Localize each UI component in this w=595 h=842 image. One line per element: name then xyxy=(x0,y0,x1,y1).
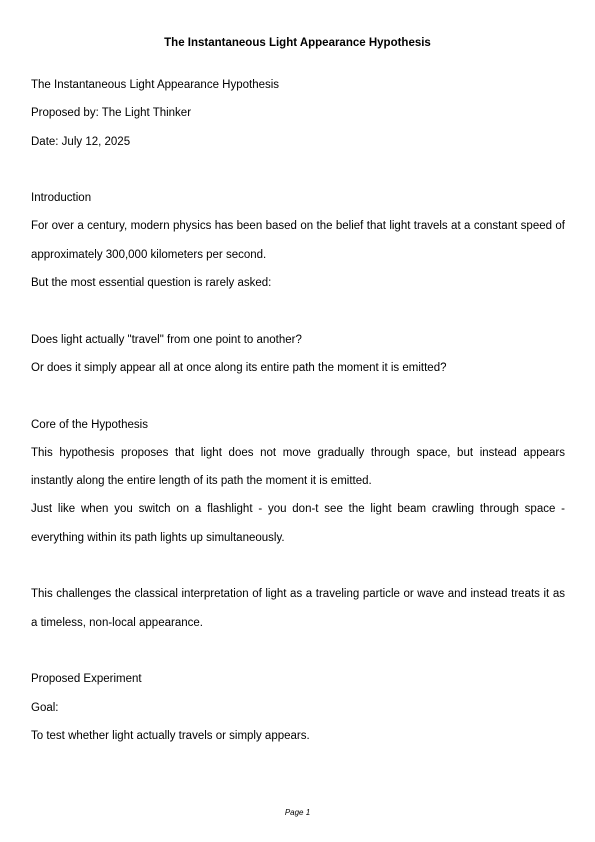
spacer xyxy=(31,637,565,665)
hypothesis-heading: The Instantaneous Light Appearance Hypothesis xyxy=(31,79,280,91)
spacer xyxy=(31,297,565,325)
question-line-2: Or does it simply appear all at once along its entire path the moment it is emitted? xyxy=(31,361,447,374)
goal-text: To test whether light actually travels or simply appears. xyxy=(31,729,310,742)
goal-label: Goal: xyxy=(31,701,59,714)
spacer xyxy=(31,156,565,184)
core-paragraph-1: This hypothesis proposes that light does not move gradually through space, but instead appears instantly along the entire length of its path the moment it is emitted. xyxy=(31,446,565,488)
section-heading-core: Core of the Hypothesis xyxy=(31,418,148,431)
section-heading-introduction: Introduction xyxy=(31,192,92,205)
author-line: Proposed by: The Light Thinker xyxy=(31,107,192,120)
section-heading-experiment: Proposed Experiment xyxy=(31,673,142,686)
challenge-paragraph: This challenges the classical interpretation of light as a traveling particle or wave and instead treats it as a timeless, non-local appearance. xyxy=(31,588,565,629)
spacer xyxy=(31,552,565,580)
page-number: Page 1 xyxy=(284,808,311,817)
document-title: The Instantaneous Light Appearance Hypothesis xyxy=(164,37,431,49)
date-line: Date: July 12, 2025 xyxy=(31,135,131,148)
core-paragraph-2: Just like when you switch on a flashlight - you don-t see the light beam crawling through space - everything within its path lights up simultaneously. xyxy=(31,503,565,544)
introduction-question-lead: But the most essential question is rarely asked: xyxy=(31,277,272,290)
question-line-1: Does light actually "travel" from one point to another? xyxy=(31,333,302,346)
introduction-paragraph: For over a century, modern physics has been based on the belief that light travels at a constant speed of approximately 300,000 kilometers per second. xyxy=(31,220,565,261)
document-body xyxy=(31,71,565,750)
spacer xyxy=(31,382,565,410)
